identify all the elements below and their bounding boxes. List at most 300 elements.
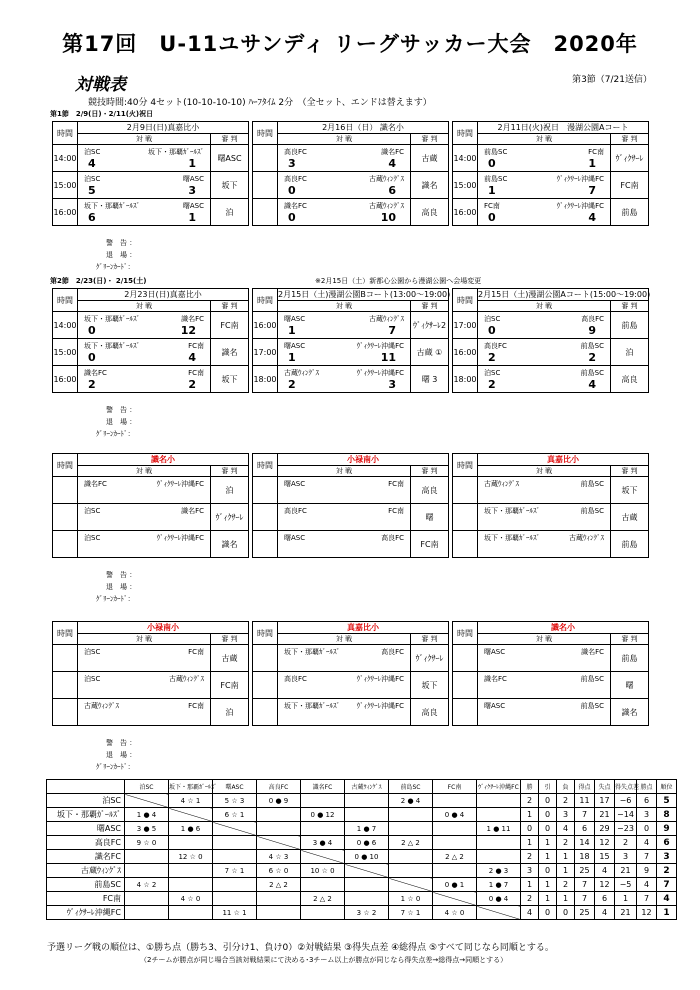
home-score: 1 xyxy=(288,324,296,337)
stat-cell: 0 xyxy=(539,822,557,836)
match-table xyxy=(252,288,449,393)
stat-cell: 9 xyxy=(657,822,677,836)
result-cell: 1 ● 7 xyxy=(345,822,389,836)
referee-header: 審 判 xyxy=(611,634,649,645)
result-cell xyxy=(389,850,433,864)
venue-name: 2月15日（土)漫湖公園Bコート(13:00～19:00) xyxy=(278,290,451,299)
match-row xyxy=(453,145,649,172)
match-row xyxy=(253,699,449,726)
match-time xyxy=(53,672,78,699)
result-cell xyxy=(125,906,169,920)
home-score: 2 xyxy=(88,378,96,391)
match-wrap xyxy=(278,531,410,557)
stat-cell: 1 xyxy=(521,808,539,822)
standings-header: 泊SC xyxy=(125,780,169,794)
result-cell xyxy=(433,822,477,836)
standings-header: 負 xyxy=(557,780,575,794)
result-cell xyxy=(301,906,345,920)
time-header: 時間 xyxy=(453,454,478,477)
standings-row xyxy=(47,878,677,892)
stat-cell: 5 xyxy=(657,794,677,808)
away-score: 7 xyxy=(388,324,396,337)
home-team: 泊SC xyxy=(84,648,101,656)
time-header: 時間 xyxy=(53,289,78,312)
match-wrap xyxy=(278,645,410,671)
sent-date: 第3節（7/21送信） xyxy=(572,75,652,85)
away-score: 12 xyxy=(180,324,196,337)
away-team: FC南 xyxy=(388,507,404,515)
match-row xyxy=(53,366,249,393)
match-time xyxy=(253,699,278,726)
result-cell: 2 △ 2 xyxy=(433,850,477,864)
match-wrap xyxy=(278,366,410,392)
match-cell xyxy=(478,366,611,393)
stat-cell: 1 xyxy=(539,892,557,906)
referee: 泊 xyxy=(611,339,649,366)
stat-cell: 2 xyxy=(521,794,539,808)
match-table xyxy=(52,621,249,726)
result-cell xyxy=(257,836,301,850)
referee: 古蔵 xyxy=(411,145,449,172)
home-team: 坂下・那覇ｶﾞｰﾙｽﾞ xyxy=(84,202,140,210)
stat-cell: 4 xyxy=(657,892,677,906)
match-wrap xyxy=(278,699,410,725)
away-team: 曙ASC xyxy=(182,175,204,183)
ranking-rules-note: （2チームが勝点が同じ場合当該対戦結果にて決める･3チーム以上が勝点が同じなら得失点差→総得点→同順とする） xyxy=(140,956,508,964)
result-cell: 0 ● 4 xyxy=(477,892,521,906)
stat-cell: 12 xyxy=(595,836,615,850)
result-cell xyxy=(301,822,345,836)
referee: 坂下 xyxy=(211,366,249,393)
home-score: 5 xyxy=(88,184,96,197)
match-rules: 競技時間:40分 4セット(10-10-10-10) ﾊｰﾌﾀｲﾑ 2分 （全セット、エンドは替えます） xyxy=(88,98,432,108)
away-score: 4 xyxy=(388,157,396,170)
stat-cell: 25 xyxy=(575,906,595,920)
match-cell xyxy=(478,312,611,339)
match-cell xyxy=(478,699,611,726)
away-team: 古蔵ｳｨﾝｸﾞｽ xyxy=(169,675,204,683)
standings-header: 順位 xyxy=(657,780,677,794)
result-cell: 2 △ 2 xyxy=(301,892,345,906)
venue-name: 2月9日(日)真嘉比小 xyxy=(78,122,249,134)
section-1-label: 第1節 2/9(日)・2/11(火)祝日 xyxy=(50,110,154,118)
home-team: 曙ASC xyxy=(284,342,306,350)
match-time xyxy=(453,699,478,726)
match-header: 対 戦 xyxy=(278,134,411,145)
referee: 泊 xyxy=(211,699,249,726)
stat-cell: 4 xyxy=(595,864,615,878)
match-wrap xyxy=(278,145,410,171)
match-time xyxy=(253,672,278,699)
referee: 高良 xyxy=(411,699,449,726)
home-team: 泊SC xyxy=(84,507,101,515)
match-wrap xyxy=(78,172,210,198)
referee: 前島 xyxy=(611,645,649,672)
result-cell: 3 ☆ 2 xyxy=(345,906,389,920)
match-cell xyxy=(278,477,411,504)
match-row xyxy=(453,339,649,366)
match-table xyxy=(452,288,649,393)
match-cell xyxy=(478,339,611,366)
home-team: 前島SC xyxy=(484,148,508,156)
match-header: 対 戦 xyxy=(78,466,211,477)
referee: ｳﾞｨｸｻｰﾚ xyxy=(611,145,649,172)
venue-name: 識名小 xyxy=(78,454,249,466)
match-row xyxy=(253,172,449,199)
standings-header: 識名FC xyxy=(301,780,345,794)
result-cell xyxy=(345,878,389,892)
time-header: 時間 xyxy=(253,454,278,477)
stat-cell: 3 xyxy=(615,850,637,864)
result-cell: 6 ☆ 1 xyxy=(213,808,257,822)
match-cell xyxy=(78,672,211,699)
referee: 前島 xyxy=(611,531,649,558)
stat-cell: 11 xyxy=(575,794,595,808)
stat-cell: 4 xyxy=(637,836,657,850)
stat-cell: 6 xyxy=(575,822,595,836)
match-header: 対 戦 xyxy=(478,134,611,145)
venue-name: 2月15日（土)漫湖公園Aコート(15:00～19:00) xyxy=(478,290,651,299)
match-time: 18:00 xyxy=(253,366,278,393)
team-name: 識名FC xyxy=(47,850,125,864)
match-row xyxy=(53,172,249,199)
standings-row xyxy=(47,794,677,808)
stat-cell: 9 xyxy=(637,864,657,878)
match-row xyxy=(53,339,249,366)
home-team: 曙ASC xyxy=(284,534,306,542)
home-score: 0 xyxy=(488,324,496,337)
away-team: 古蔵ｳｨﾝｸﾞｽ xyxy=(369,315,404,323)
standings-header: 得点 xyxy=(575,780,595,794)
away-team: 高良FC xyxy=(381,534,404,542)
standings-header: ｳﾞｨｸｻｰﾚ沖縄FC xyxy=(477,780,521,794)
match-time xyxy=(253,645,278,672)
away-team: FC南 xyxy=(188,702,204,710)
match-wrap xyxy=(478,366,610,392)
referee: FC南 xyxy=(211,672,249,699)
match-time xyxy=(53,504,78,531)
result-cell: 0 ● 4 xyxy=(433,808,477,822)
card-label-warn: 警 告 ： xyxy=(106,406,137,414)
referee: ｳﾞｨｸｻｰﾚ xyxy=(411,645,449,672)
away-team: FC南 xyxy=(188,342,204,350)
card-label-green: ｸﾞﾘｰﾝｶｰﾄﾞ： xyxy=(96,430,135,438)
home-team: 坂下・那覇ｶﾞｰﾙｽﾞ xyxy=(284,702,340,710)
match-table xyxy=(452,621,649,726)
stat-cell: 7 xyxy=(637,850,657,864)
referee: 坂下 xyxy=(411,672,449,699)
referee-header: 審 判 xyxy=(411,301,449,312)
result-cell xyxy=(389,808,433,822)
away-team: 前島SC xyxy=(580,702,604,710)
referee-header: 審 判 xyxy=(611,134,649,145)
result-cell xyxy=(257,822,301,836)
match-header: 対 戦 xyxy=(278,301,411,312)
card-label-exit: 退 場 ： xyxy=(106,583,137,591)
match-time: 14:00 xyxy=(453,145,478,172)
away-team: 識名FC xyxy=(181,507,204,515)
result-cell xyxy=(433,864,477,878)
home-team: 識名FC xyxy=(484,675,507,683)
away-score: 9 xyxy=(588,324,596,337)
card-label-green: ｸﾞﾘｰﾝｶｰﾄﾞ： xyxy=(96,763,135,771)
match-cell xyxy=(278,145,411,172)
result-cell xyxy=(169,906,213,920)
match-row xyxy=(453,366,649,393)
card-label-green: ｸﾞﾘｰﾝｶｰﾄﾞ： xyxy=(96,595,135,603)
home-team: 泊SC xyxy=(84,534,101,542)
match-wrap xyxy=(78,672,210,698)
stat-cell: 7 xyxy=(575,808,595,822)
away-team: 古蔵ｳｨﾝｸﾞｽ xyxy=(569,534,604,542)
referee: ｳﾞｨｸｻｰﾚ xyxy=(211,504,249,531)
match-wrap xyxy=(478,477,610,503)
venue-name: 2月16日（日） 識名小 xyxy=(278,122,449,134)
home-score: 4 xyxy=(88,157,96,170)
home-team: 泊SC xyxy=(84,175,101,183)
stat-cell: −5 xyxy=(615,878,637,892)
standings-header: 勝 xyxy=(521,780,539,794)
match-table xyxy=(452,121,649,226)
match-time xyxy=(253,531,278,558)
referee-header: 審 判 xyxy=(411,134,449,145)
stat-cell: 8 xyxy=(657,808,677,822)
result-cell xyxy=(213,850,257,864)
match-wrap xyxy=(78,312,210,338)
match-row xyxy=(453,199,649,226)
result-cell: 0 ● 10 xyxy=(345,850,389,864)
stat-cell: 1 xyxy=(557,864,575,878)
away-team: 高良FC xyxy=(581,315,604,323)
standings-header: 引 xyxy=(539,780,557,794)
match-wrap xyxy=(278,312,410,338)
match-row xyxy=(453,477,649,504)
time-header: 時間 xyxy=(253,289,278,312)
result-cell xyxy=(389,864,433,878)
away-score: 1 xyxy=(588,157,596,170)
match-wrap xyxy=(478,172,610,198)
standings-header: 曙ASC xyxy=(213,780,257,794)
stat-cell: −6 xyxy=(615,794,637,808)
referee: 古蔵 ① xyxy=(411,339,449,366)
home-team: 前島SC xyxy=(484,175,508,183)
referee: 識名 xyxy=(411,172,449,199)
stat-cell: 2 xyxy=(557,794,575,808)
result-cell xyxy=(125,850,169,864)
stat-cell: 1 xyxy=(557,850,575,864)
match-wrap xyxy=(278,477,410,503)
stat-cell: 1 xyxy=(557,892,575,906)
result-cell xyxy=(389,878,433,892)
home-team: 坂下・那覇ｶﾞｰﾙｽﾞ xyxy=(84,315,140,323)
home-team: 坂下・那覇ｶﾞｰﾙｽﾞ xyxy=(484,507,540,515)
result-cell xyxy=(169,878,213,892)
match-row xyxy=(53,145,249,172)
match-table xyxy=(252,121,449,226)
result-cell: 5 ☆ 3 xyxy=(213,794,257,808)
result-cell xyxy=(257,892,301,906)
result-cell xyxy=(301,794,345,808)
match-wrap xyxy=(78,199,210,225)
standings-header: 勝点 xyxy=(637,780,657,794)
stat-cell: 1 xyxy=(521,878,539,892)
match-cell xyxy=(78,145,211,172)
match-wrap xyxy=(278,672,410,698)
match-row xyxy=(453,531,649,558)
stat-cell: 1 xyxy=(539,878,557,892)
match-time: 16:00 xyxy=(453,339,478,366)
result-cell xyxy=(433,836,477,850)
result-cell: 0 ● 12 xyxy=(301,808,345,822)
referee: FC南 xyxy=(611,172,649,199)
match-time xyxy=(453,672,478,699)
home-team: 曙ASC xyxy=(284,315,306,323)
match-wrap xyxy=(78,366,210,392)
result-cell: 1 ● 6 xyxy=(169,822,213,836)
stat-cell: 12 xyxy=(595,878,615,892)
stat-cell: 1 xyxy=(521,836,539,850)
result-cell xyxy=(477,850,521,864)
result-cell: 0 ● 6 xyxy=(345,836,389,850)
match-header: 対 戦 xyxy=(78,634,211,645)
away-team: 坂下・那覇ｶﾞｰﾙｽﾞ xyxy=(148,148,204,156)
match-wrap xyxy=(478,531,610,557)
card-label-warn: 警 告 ： xyxy=(106,239,137,247)
match-cell xyxy=(278,504,411,531)
stat-cell: −14 xyxy=(615,808,637,822)
result-cell: 1 ● 11 xyxy=(477,822,521,836)
home-score: 2 xyxy=(488,351,496,364)
match-row xyxy=(253,312,449,339)
team-name: 古蔵ｳｨﾝｸﾞｽ xyxy=(47,864,125,878)
home-score: 2 xyxy=(288,378,296,391)
result-cell: 7 ☆ 1 xyxy=(389,906,433,920)
away-team: 曙ASC xyxy=(182,202,204,210)
match-cell xyxy=(278,672,411,699)
home-score: 0 xyxy=(88,351,96,364)
stat-cell: 0 xyxy=(539,906,557,920)
match-row xyxy=(253,477,449,504)
stat-cell: 21 xyxy=(595,808,615,822)
away-score: 11 xyxy=(380,351,396,364)
match-wrap xyxy=(78,339,210,365)
match-row xyxy=(53,672,249,699)
standings-header: 得失点差 xyxy=(615,780,637,794)
match-time: 17:00 xyxy=(253,339,278,366)
stat-cell: 0 xyxy=(637,822,657,836)
result-cell: 0 ● 9 xyxy=(257,794,301,808)
time-header: 時間 xyxy=(53,122,78,145)
stat-cell: 0 xyxy=(557,906,575,920)
result-cell: 0 ● 1 xyxy=(433,878,477,892)
match-time xyxy=(453,531,478,558)
result-cell xyxy=(433,794,477,808)
match-cell xyxy=(278,645,411,672)
match-header: 対 戦 xyxy=(478,634,611,645)
referee: 高良 xyxy=(411,477,449,504)
away-team: 古蔵ｳｨﾝｸﾞｽ xyxy=(369,202,404,210)
home-score: 2 xyxy=(488,378,496,391)
match-cell xyxy=(278,699,411,726)
match-table xyxy=(52,121,249,226)
match-wrap xyxy=(78,531,210,557)
away-score: 2 xyxy=(588,351,596,364)
match-wrap xyxy=(478,645,610,671)
match-time: 17:00 xyxy=(453,312,478,339)
away-score: 3 xyxy=(188,184,196,197)
card-label-exit: 退 場 ： xyxy=(106,251,137,259)
stat-cell: 7 xyxy=(657,878,677,892)
match-cell xyxy=(78,172,211,199)
away-score: 4 xyxy=(588,378,596,391)
match-row xyxy=(253,199,449,226)
match-row xyxy=(53,645,249,672)
match-header: 対 戦 xyxy=(278,466,411,477)
match-cell xyxy=(478,504,611,531)
standings-header: 失点 xyxy=(595,780,615,794)
card-label-exit: 退 場 ： xyxy=(106,418,137,426)
match-wrap xyxy=(78,504,210,530)
time-header: 時間 xyxy=(453,122,478,145)
match-time xyxy=(53,531,78,558)
result-cell: 10 ☆ 0 xyxy=(301,864,345,878)
time-header: 時間 xyxy=(453,622,478,645)
stat-cell: 1 xyxy=(539,836,557,850)
result-cell: 4 ☆ 0 xyxy=(433,906,477,920)
result-cell xyxy=(433,892,477,906)
stat-cell: 4 xyxy=(521,906,539,920)
referee: 曙 xyxy=(411,504,449,531)
match-wrap xyxy=(78,477,210,503)
stat-cell: 3 xyxy=(557,808,575,822)
home-team: 高良FC xyxy=(284,675,307,683)
away-score: 4 xyxy=(188,351,196,364)
result-cell: 11 ☆ 1 xyxy=(213,906,257,920)
result-cell xyxy=(213,836,257,850)
ranking-rules: 予選リーグ戦の順位は、①勝ち点（勝ち3、引分け1、負け0）②対戦結果 ③得失点差 ④総得点 ⑤すべて同じなら同順とする。 xyxy=(47,943,554,953)
match-time: 14:00 xyxy=(53,312,78,339)
standings-header: 古蔵ｳｨﾝｸﾞｽ xyxy=(345,780,389,794)
stat-cell: 21 xyxy=(615,864,637,878)
standings-row xyxy=(47,808,677,822)
match-cell xyxy=(78,645,211,672)
home-team: 曙ASC xyxy=(484,702,506,710)
result-cell xyxy=(477,906,521,920)
stat-cell: −23 xyxy=(615,822,637,836)
match-time xyxy=(53,645,78,672)
home-team: 古蔵ｳｨﾝｸﾞｽ xyxy=(84,702,119,710)
away-team: 前島SC xyxy=(580,342,604,350)
match-time: 14:00 xyxy=(53,145,78,172)
card-label-green: ｸﾞﾘｰﾝｶｰﾄﾞ： xyxy=(96,263,135,271)
home-score: 0 xyxy=(288,184,296,197)
referee: 識名 xyxy=(611,699,649,726)
away-team: 古蔵ｳｨﾝｸﾞｽ xyxy=(369,175,404,183)
referee: 前島 xyxy=(611,199,649,226)
result-cell xyxy=(389,822,433,836)
match-time xyxy=(253,145,278,172)
match-time: 15:00 xyxy=(453,172,478,199)
match-row xyxy=(253,366,449,393)
match-row xyxy=(453,645,649,672)
result-cell xyxy=(169,864,213,878)
stat-cell: 6 xyxy=(637,794,657,808)
standings-header: 高良FC xyxy=(257,780,301,794)
result-cell xyxy=(169,808,213,822)
match-row xyxy=(253,504,449,531)
stat-cell: 7 xyxy=(575,892,595,906)
away-team: ｳﾞｨｸｻｰﾚ沖縄FC xyxy=(356,369,404,377)
